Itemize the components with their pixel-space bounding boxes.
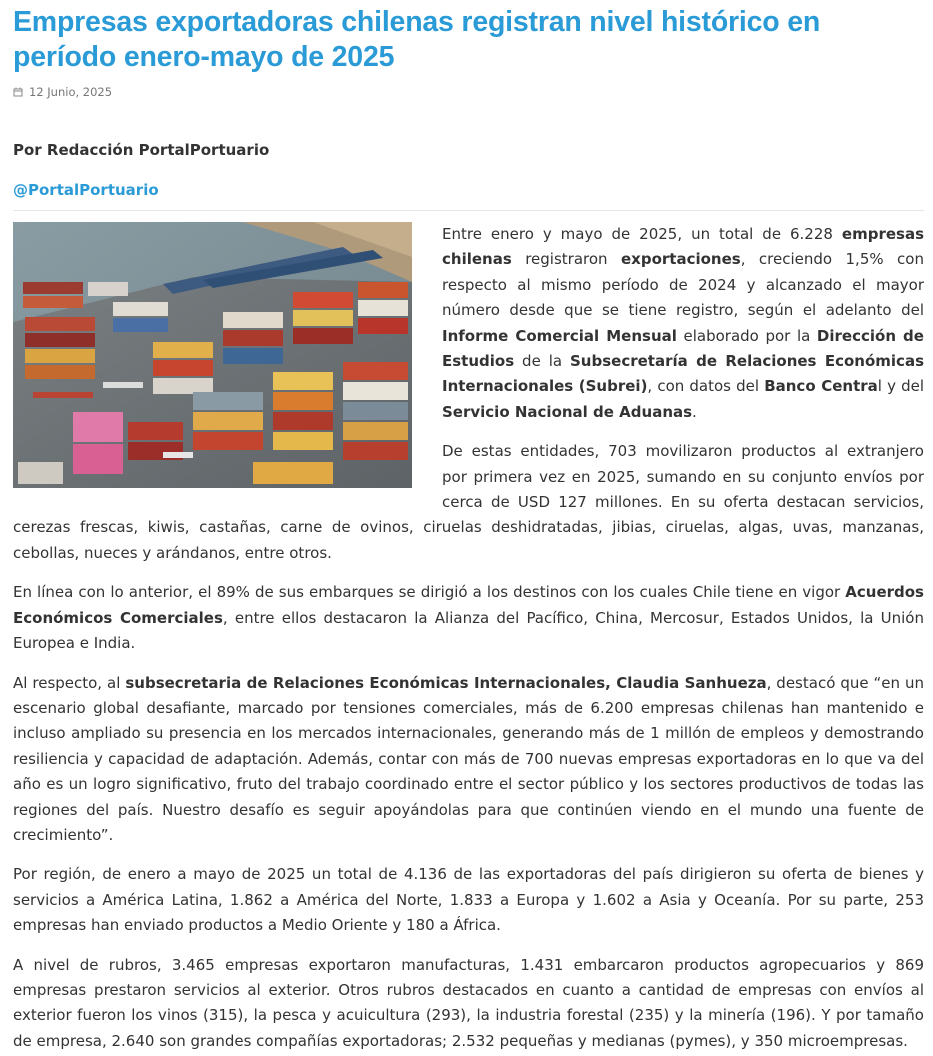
paragraph-6: A nivel de rubros, 3.465 empresas exportaron manufacturas, 1.431 embarcaron productos agropecuarios y 869 empresas prestaron servicios al exterior. Otros rubros destacados en cuanto a cantidad de empresas con envíos al exterior fueron los vinos (315), la pesca y acuicultura (293), la industria forestal (235) y la minería (196). Y por tamaño de empresa, 2.640 son grandes compañías exportadoras; 2.532 pequeñas y medianas (pymes), y 350 microempresas. [13, 955, 924, 1050]
article-body [13, 222, 924, 1054]
paragraph-4: Al respecto, al subsecretaria de Relaciones Económicas Internacionales, Claudia Sanhueza, destacó que “en un escenario global desafiante, marcado por tensiones comerciales, más de 6.200 empresas chilenas han mantenido e incluso ampliado su presencia en los mercados internacionales, generando más de 1 millón de empleos y demostrando resiliencia y capacidad de adaptación. Además, contar con más de 700 nuevas empresas exportadoras en lo que va del año es un logro significativo, fruto del trabajo coordinado entre el sector público y los sectores productivos de todas las regiones del país. Nuestro desafío es seguir apoyándolas para que continúen viendo en el mundo una fuente de crecimiento”. [13, 673, 924, 844]
article-title: Empresas exportadoras chilenas registran nivel histórico en período enero-mayo de 2025 [13, 6, 821, 73]
calendar-icon [13, 87, 23, 97]
divider [13, 210, 924, 211]
paragraph-2: De estas entidades, 703 movilizaron productos al extranjero por primera vez en 2025, sumando en su conjunto envíos por cerca de USD 127 millones. En su oferta destacan servicios, cerezas frescas, kiwis, castañas, carne de ovinos, ciruelas deshidratadas, jibias, ciruelas, algas, uvas, manzanas, cebollas, nueces y arándanos, entre otros. [13, 442, 924, 562]
paragraph-3: En línea con lo anterior, el 89% de sus embarques se dirigió a los destinos con los cuales Chile tiene en vigor Acuerdos Económicos Comerciales, entre ellos destacaron la Alianza del Pacífico, China, Mercosur, Estados Unidos, la Unión Europea e India. [13, 583, 924, 653]
article-meta [13, 84, 924, 100]
article [13, 5, 924, 1054]
container-port-photo [13, 222, 412, 488]
twitter-handle-link[interactable]: @PortalPortuario [13, 181, 159, 199]
paragraph-1: Entre enero y mayo de 2025, un total de 6.228 empresas chilenas registraron exportaciones, creciendo 1,5% con respecto al mismo período de 2024 y alcanzado el mayor número desde que se tiene registro, según el adelanto del Informe Comercial Mensual elaborado por la Dirección de Estudios de la Subsecretaría de Relaciones Económicas Internacionales (Subrei), con datos del Banco Central y del Servicio Nacional de Aduanas. [442, 225, 925, 421]
article-byline: Por Redacción PortalPortuario [13, 141, 270, 159]
article-date: 12 Junio, 2025 [29, 85, 113, 99]
paragraph-5: Por región, de enero a mayo de 2025 un total de 4.136 de las exportadoras del país dirigieron su oferta de bienes y servicios a América Latina, 1.862 a América del Norte, 1.833 a Europa y 1.602 a Asia y Oceanía. Por su parte, 253 empresas han enviado productos a Medio Oriente y 180 a África. [13, 865, 924, 935]
